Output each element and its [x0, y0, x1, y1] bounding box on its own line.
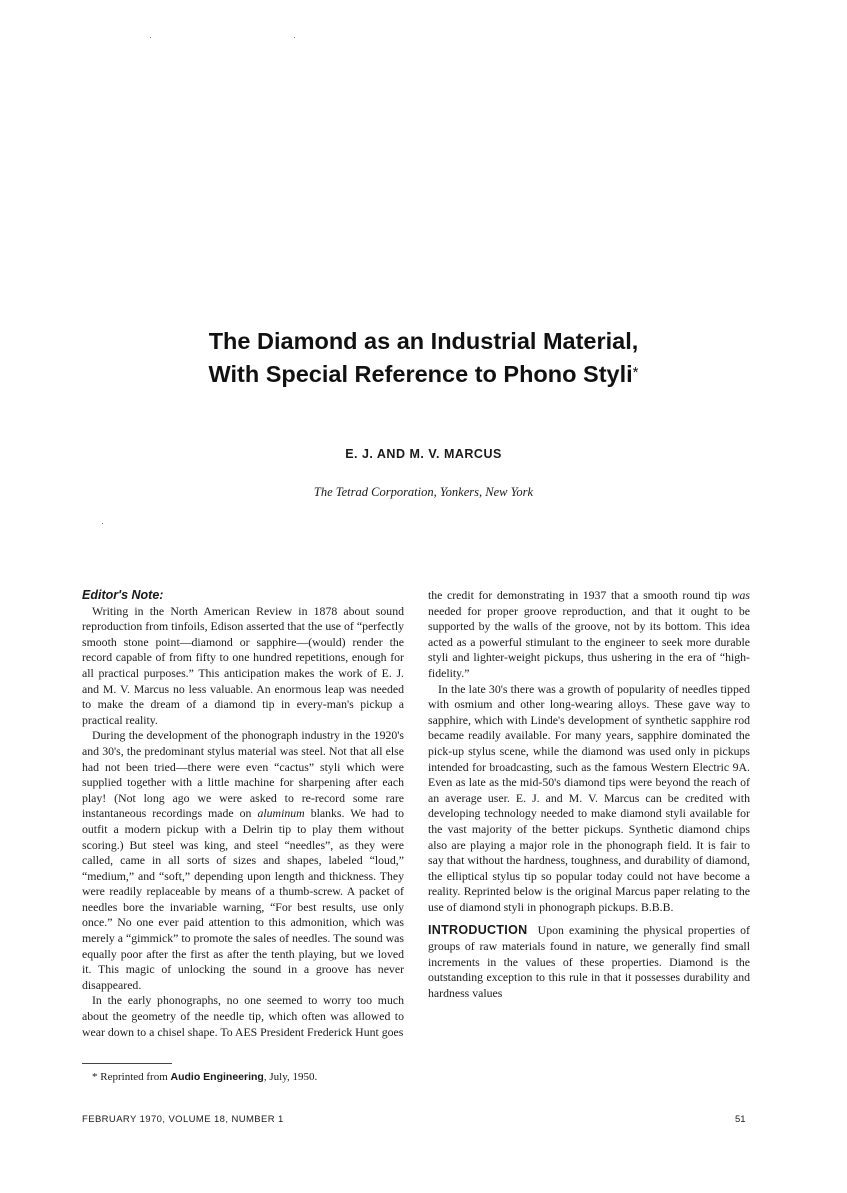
- article-title: [0, 325, 847, 391]
- page-number: 51: [735, 1114, 746, 1125]
- editors-note-paragraph-4: In the late 30's there was a growth of popularity of needles tipped with osmium and other long-wearing alloys. These gave way to sapphire, which with Linde's development of synthetic sapphire rod became readily available. For many years, sapphire dominated the pick-up stylus scene, while the diamond was used only in pickups intended for broadcasting, such as the famous Western Electric 9A. Even as late as the mid-50's diamond tips were beyond the reach of an average user. E. J. and M. V. Marcus can be credited with developing technology needed to make diamond styli available for the vast majority of the better pickups. Synthetic diamond chips also are playing a major role in the phonograph field. It is fair to say that without the hardness, toughness, and durability of diamond, the elliptical stylus tip so popular today could not have become a reality. Reprinted below is the original Marcus paper relating to the use of diamond styli in phonograph pickups. B.B.B.: [428, 681, 750, 914]
- paragraph-text: In the early phonographs, no one seemed to worry too much about the geometry of the needle tip, which often was allowed to wear down to a chisel shape. To AES President Frederick Hunt goes: [82, 993, 404, 1039]
- editors-note-paragraph-3-continued: [428, 588, 750, 682]
- article-authors: E. J. AND M. V. MARCUS: [345, 447, 502, 461]
- title-line-2: With Special Reference to Phono Styli: [208, 361, 633, 387]
- introduction-heading: INTRODUCTION: [428, 923, 528, 938]
- scan-speck: [294, 37, 295, 38]
- right-column: [428, 588, 750, 1001]
- reprint-footnote: [92, 1071, 317, 1083]
- paragraph-text: needed for proper groove reproduction, and that it ought to be supported by the walls of the groove, not by its bottom. This idea acted as a powerful stimulant to the engineer to seek more durable styli and lighter-weight pickups, thus ushering in the era of “high-fidelity.”: [428, 603, 750, 680]
- introduction-text: Upon examining the physical properties of groups of raw materials found in nature, we generally find small increments in the values of these properties. Diamond is the outstanding exception to this rule in that it possesses durability and hardness values: [428, 923, 750, 1000]
- title-line-1: The Diamond as an Industrial Material,: [208, 328, 639, 354]
- italic-term: was: [731, 588, 750, 602]
- editors-note-paragraph-2: [82, 728, 404, 993]
- footnote-divider: [82, 1063, 172, 1064]
- title-footnote-mark: *: [632, 364, 639, 381]
- scan-speck: [150, 37, 151, 38]
- journal-issue-footer: FEBRUARY 1970, VOLUME 18, NUMBER 1: [82, 1114, 284, 1125]
- author-affiliation: The Tetrad Corporation, Yonkers, New York: [313, 485, 534, 499]
- editors-note-paragraph-1: Writing in the North American Review in 1878 about sound reproduction from tinfoils, Edison asserted that the use of “perfectly smooth stone point—diamond or sapphire—(would) render the record capable of from fifty to one hundred repetitions, enough for all practical purposes.” This anticipation makes the work of E. J. and M. V. Marcus no less valuable. An enormous leap was needed to make the dream of a diamond tip in every-man's pickup a practical reality.: [82, 603, 404, 727]
- footnote-source: Audio Engineering: [170, 1071, 264, 1083]
- italic-term: aluminum: [257, 806, 305, 821]
- editors-note-heading: Editor's Note:: [82, 588, 164, 602]
- scan-speck: [102, 523, 103, 524]
- paragraph-text: blanks. We had to outfit a modern pickup with a Delrin tip to play them without scoring.) But steel was king, and steel “needles”, as they were called, came in all sorts of sizes and shapes, labeled “loud,” “medium,” and “soft,” depending upon length and thickness. They were readily replaceable by means of a thumb-screw. A packet of needles bore the invariable warning, “For best results, use only once.” No one ever paid attention to this admonition, which was merely a “gimmick” to promote the sales of needles. The sound was equally poor after the first as after the tenth playing, but we loved it. This magic of unlocking the sound in a groove has never disappeared.: [82, 806, 404, 992]
- footnote-date: , July, 1950.: [263, 1071, 318, 1083]
- left-column: [82, 588, 404, 1040]
- paragraph-text: the credit for demonstrating in 1937 that a smooth round tip: [428, 588, 732, 602]
- paragraph-text: During the development of the phonograph industry in the 1920's and 30's, the predominant stylus material was steel. Not that all else had not been tried—there were even “cactus” styli which were supplied together with a little machine for sharpening after each play! (Not long ago we were asked to re-record some rare instantaneous recordings made on: [82, 728, 404, 821]
- introduction-paragraph: [428, 923, 750, 1001]
- editors-note-paragraph-3: [82, 993, 404, 1040]
- footnote-text: * Reprinted from: [92, 1071, 171, 1083]
